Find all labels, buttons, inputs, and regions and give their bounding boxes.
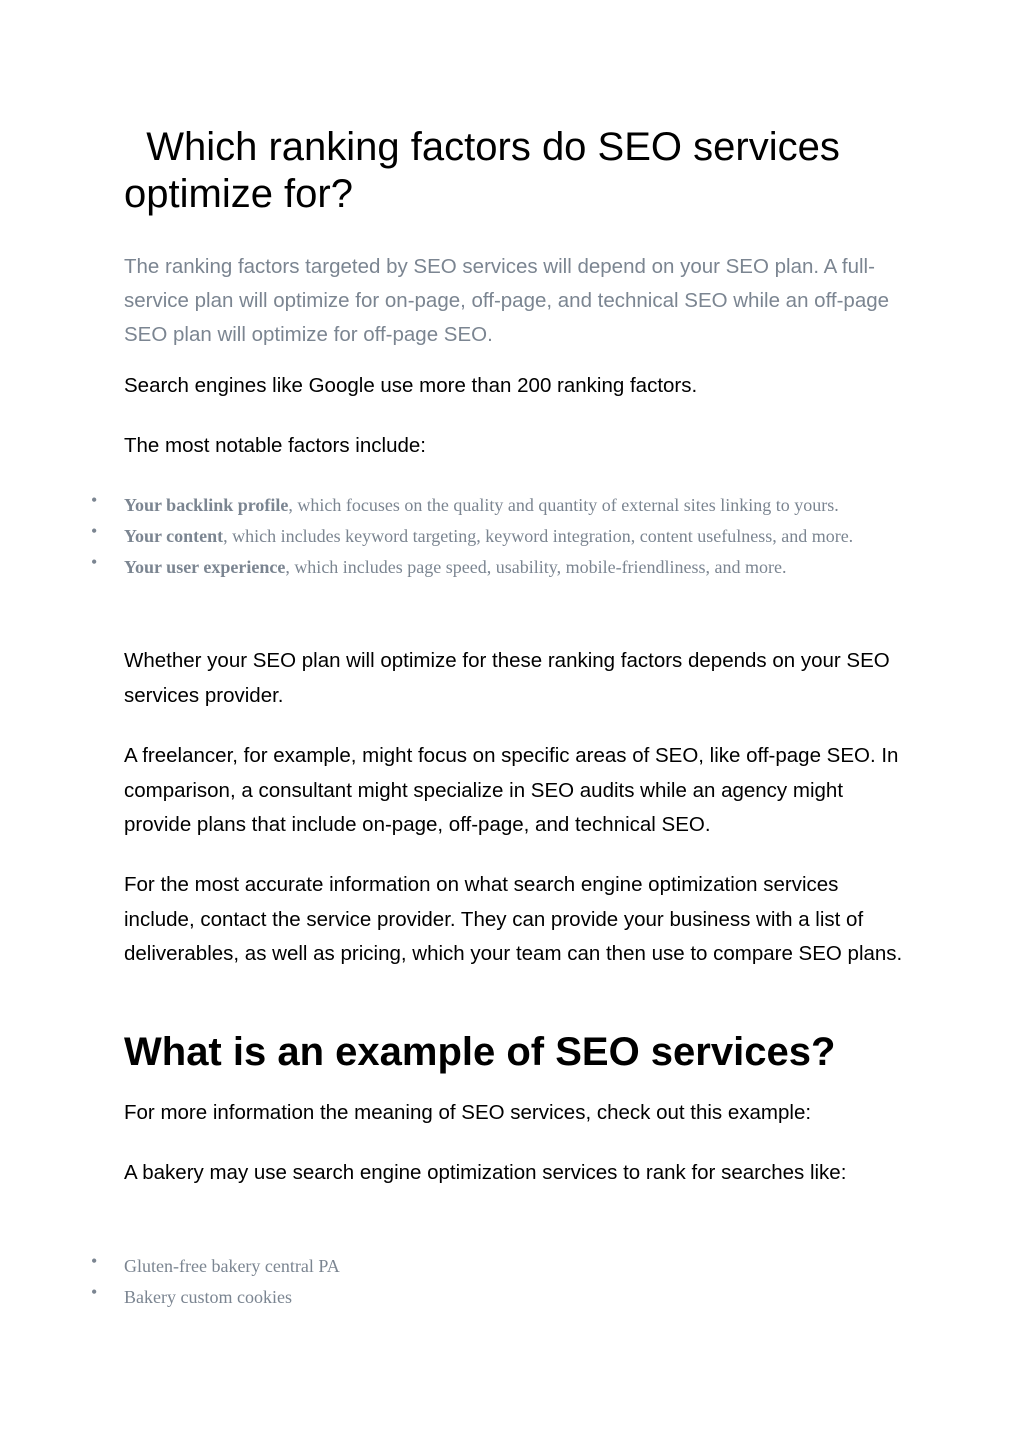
search-examples-list [0,1251,1023,1313]
bullet-icon: • [91,1251,98,1271]
factor-term: Your user experience [124,557,286,577]
example-paragraph: For more information the meaning of SEO services, check out this example: [124,1101,812,1124]
list-item [0,490,1023,521]
search-example: Gluten-free bakery central PA [124,1256,340,1276]
bullet-icon: • [91,1282,98,1302]
bullet-icon: • [91,552,98,572]
intro-paragraph: The ranking factors targeted by SEO services will depend on your SEO plan. A full-service plan will optimize for on-page, off-page, and technical SEO while an off-page SEO plan will optimize for off-page SEO. [124,255,890,346]
notable-factors-paragraph: The most notable factors include: [124,434,426,457]
bullet-icon: • [91,490,98,510]
ranking-factors-list [0,490,1023,583]
factor-term: Your content [124,526,224,546]
list-item [0,552,1023,583]
ranking-factors-count-paragraph: Search engines like Google use more than 200 ranking factors. [124,374,698,397]
provider-paragraph: Whether your SEO plan will optimize for these ranking factors depends on your SEO services provider. [124,649,890,707]
factor-term: Your backlink profile [124,495,289,515]
list-item [0,521,1023,552]
contact-paragraph: For the most accurate information on what search engine optimization services include, contact the service provider. They can provide your business with a list of deliverables, as well as pricing, which your team can then use to compare SEO plans. [124,873,903,965]
bullet-icon: • [91,521,98,541]
search-example: Bakery custom cookies [124,1287,292,1307]
list-item [0,1251,1023,1282]
list-item [0,1282,1023,1313]
page-title: Which ranking factors do SEO services optimize for? [124,125,851,216]
factor-description: , which focuses on the quality and quantity of external sites linking to yours. [288,495,839,515]
factor-description: , which includes keyword targeting, keyword integration, content usefulness, and more. [223,526,854,546]
bakery-paragraph: A bakery may use search engine optimization services to rank for searches like: [124,1161,847,1184]
section-heading: What is an example of SEO services? [124,1030,836,1074]
factor-description: , which includes page speed, usability, mobile-friendliness, and more. [285,557,787,577]
freelancer-paragraph: A freelancer, for example, might focus on specific areas of SEO, like off-page SEO. In comparison, a consultant might specialize in SEO audits while an agency might provide plans that include on-page, off-page, and technical SEO. [124,744,899,836]
